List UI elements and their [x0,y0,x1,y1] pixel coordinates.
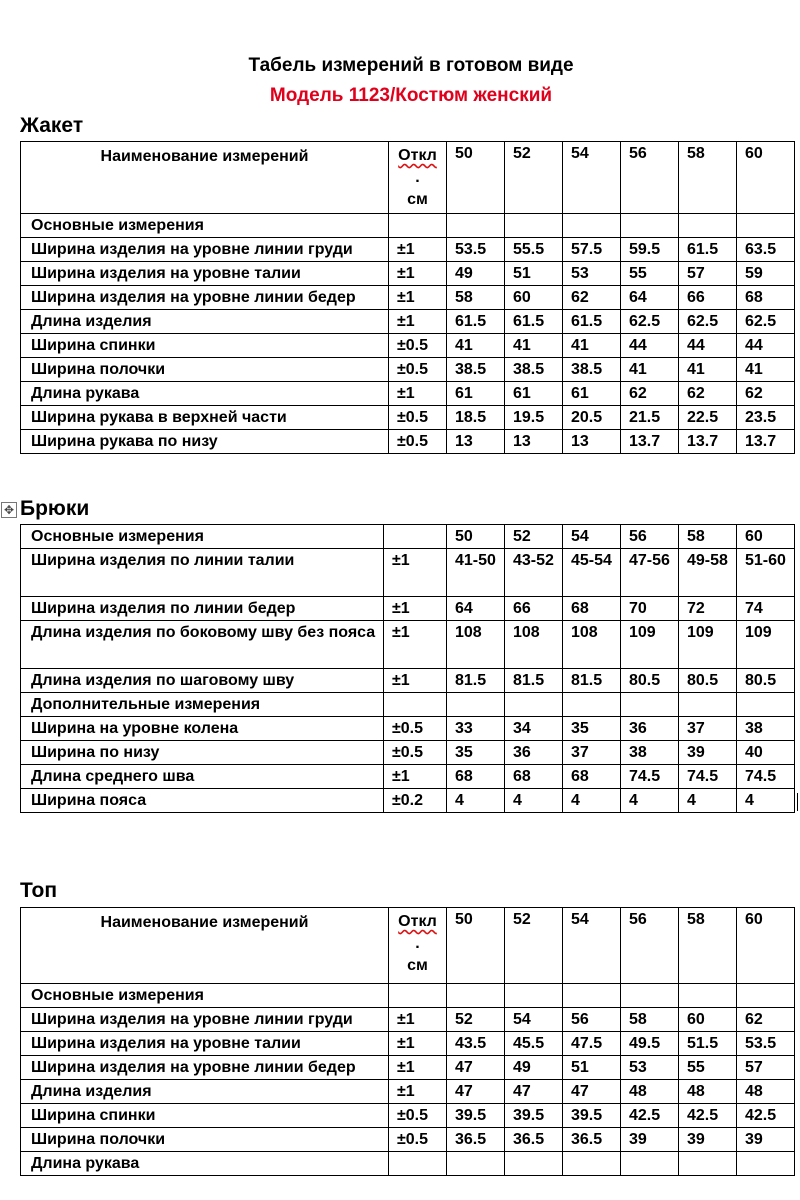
size-value: 52 [447,1008,505,1032]
table-row [21,430,795,454]
size-value: 44 [621,334,679,358]
size-value: 33 [447,717,505,741]
size-value: 41 [621,358,679,382]
table-row [21,597,795,621]
size-value: 23.5 [737,406,795,430]
size-value: 61.5 [679,238,737,262]
size-value: 54 [505,1008,563,1032]
measurement-name: Длина изделия [21,310,389,334]
measurement-name: Ширина изделия на уровне талии [21,262,389,286]
size-value: 51 [563,1056,621,1080]
size-value: 61 [447,382,505,406]
tolerance-value: ±0.5 [384,741,447,765]
size-value: 39.5 [447,1104,505,1128]
measurement-name: Ширина пояса [21,789,384,813]
size-value [737,1152,795,1176]
size-value: 58 [621,1008,679,1032]
size-value: 53 [563,262,621,286]
model-title: Модель 1123/Костюм женский [269,85,553,106]
tolerance-value: ±0.5 [389,406,447,430]
size-value: 39 [679,741,737,765]
table-row [21,262,795,286]
size-value: 4 [563,789,621,813]
table-row [21,765,795,789]
size-value: 49.5 [621,1032,679,1056]
size-value: 39 [679,1128,737,1152]
section-label: Основные измерения [21,525,384,549]
tolerance-header: Откл . см [389,142,447,214]
measurement-name: Длина рукава [21,1152,389,1176]
tolerance-value: ±1 [384,597,447,621]
size-value: 42.5 [679,1104,737,1128]
size-value: 108 [505,621,563,669]
size-value: 4 [679,789,737,813]
table-move-handle-icon[interactable]: ✥ [1,502,17,518]
size-value: 4 [737,789,795,813]
size-value: 35 [447,741,505,765]
size-value: 48 [737,1080,795,1104]
size-value: 55 [679,1056,737,1080]
size-value: 68 [737,286,795,310]
section-label-row [21,214,795,238]
measurement-name: Ширина на уровне колена [21,717,384,741]
size-value: 56 [563,1008,621,1032]
table-row [21,1128,795,1152]
size-header: 52 [505,142,563,214]
table-row [21,1056,795,1080]
size-header: 50 [447,525,505,549]
size-value: 41 [679,358,737,382]
size-header: 54 [563,142,621,214]
tolerance-value: ±0.5 [389,430,447,454]
size-header: 50 [447,908,505,984]
tolerance-value: ±1 [389,1056,447,1080]
table-row [21,406,795,430]
table-row [21,238,795,262]
document-title: Табель измерений в готовом виде [248,55,574,76]
size-value: 57 [737,1056,795,1080]
measurement-name: Длина изделия по боковому шву без пояса [21,621,384,669]
tolerance-value: ±1 [389,286,447,310]
tolerance-value: ±0.5 [389,1128,447,1152]
table-row [21,358,795,382]
size-value: 81.5 [447,669,505,693]
size-value: 36 [505,741,563,765]
size-value: 62.5 [737,310,795,334]
size-value [563,1152,621,1176]
size-value: 13 [447,430,505,454]
size-value: 39 [737,1128,795,1152]
top-table [20,907,795,1176]
size-header: 50 [447,142,505,214]
table-row [21,1152,795,1176]
size-value: 20.5 [563,406,621,430]
table-row [21,549,795,597]
size-value: 35 [563,717,621,741]
size-value: 48 [621,1080,679,1104]
size-value: 60 [679,1008,737,1032]
size-value: 81.5 [505,669,563,693]
measurement-name: Ширина полочки [21,358,389,382]
size-value: 47.5 [563,1032,621,1056]
size-value: 37 [679,717,737,741]
tolerance-value: ±1 [384,549,447,597]
table-row [21,741,795,765]
measurement-name: Ширина изделия на уровне линии бедер [21,286,389,310]
size-value: 49 [505,1056,563,1080]
size-value: 59 [737,262,795,286]
size-value: 70 [621,597,679,621]
size-value: 108 [447,621,505,669]
size-value: 68 [447,765,505,789]
size-value: 74 [737,597,795,621]
section-label: Основные измерения [21,984,389,1008]
size-value: 18.5 [447,406,505,430]
tolerance-value: ±1 [389,262,447,286]
measurement-name: Ширина полочки [21,1128,389,1152]
table-row [21,1080,795,1104]
size-value: 47 [505,1080,563,1104]
size-value: 64 [447,597,505,621]
size-value: 13.7 [621,430,679,454]
tolerance-header: Откл . см [389,908,447,984]
size-value: 48 [679,1080,737,1104]
size-value: 42.5 [737,1104,795,1128]
size-value: 80.5 [737,669,795,693]
size-value: 38.5 [447,358,505,382]
measurement-name: Ширина по низу [21,741,384,765]
size-value: 36.5 [447,1128,505,1152]
size-value: 61.5 [447,310,505,334]
table-row [21,286,795,310]
measurement-name: Ширина рукава в верхней части [21,406,389,430]
measurement-name: Длина изделия [21,1080,389,1104]
size-header: 60 [737,525,795,549]
tolerance-value: ±1 [389,1008,447,1032]
size-value: 58 [447,286,505,310]
measurement-name: Длина изделия по шаговому шву [21,669,384,693]
size-value: 59.5 [621,238,679,262]
size-value: 53.5 [447,238,505,262]
tolerance-value: ±1 [389,310,447,334]
measurement-name: Ширина изделия по линии талии [21,549,384,597]
tolerance-value: ±1 [389,238,447,262]
section-label: Основные измерения [21,214,389,238]
size-value: 64 [621,286,679,310]
size-value: 47 [447,1080,505,1104]
size-value: 13.7 [737,430,795,454]
table-row [21,1008,795,1032]
size-value: 80.5 [621,669,679,693]
size-header: 52 [505,525,563,549]
size-value: 47-56 [621,549,679,597]
size-value: 49-58 [679,549,737,597]
size-value: 45.5 [505,1032,563,1056]
size-value: 38 [737,717,795,741]
size-value [679,1152,737,1176]
section-label-row [21,693,795,717]
measurement-name: Ширина спинки [21,334,389,358]
size-value: 61 [505,382,563,406]
tolerance-value: ±0.5 [389,1104,447,1128]
size-value: 43.5 [447,1032,505,1056]
size-value: 34 [505,717,563,741]
size-value: 47 [563,1080,621,1104]
tolerance-value: ±1 [389,1080,447,1104]
size-value: 13 [505,430,563,454]
tolerance-value: ±1 [384,765,447,789]
trousers-table [20,524,795,813]
size-value: 62.5 [621,310,679,334]
size-value: 55.5 [505,238,563,262]
measurement-name: Ширина спинки [21,1104,389,1128]
size-value: 61.5 [563,310,621,334]
size-value: 66 [505,597,563,621]
measurement-name: Ширина изделия на уровне талии [21,1032,389,1056]
table-row [21,310,795,334]
measurement-name: Длина рукава [21,382,389,406]
size-value [621,1152,679,1176]
size-value: 55 [621,262,679,286]
size-header: 58 [679,525,737,549]
size-header: 56 [621,908,679,984]
size-header: 52 [505,908,563,984]
size-header: 60 [737,142,795,214]
size-header: 58 [679,908,737,984]
size-value: 44 [679,334,737,358]
text-cursor [797,793,798,811]
size-value: 68 [563,597,621,621]
size-value: 41 [447,334,505,358]
size-value: 66 [679,286,737,310]
jacket-section-title: Жакет [20,114,84,137]
table-row [21,669,795,693]
size-value: 62 [737,1008,795,1032]
size-value: 45-54 [563,549,621,597]
size-value: 62 [737,382,795,406]
size-value: 60 [505,286,563,310]
tolerance-value: ±1 [384,669,447,693]
size-value: 36.5 [563,1128,621,1152]
size-value: 44 [737,334,795,358]
trousers-header-row [21,525,795,549]
measurement-name: Ширина изделия на уровне линии груди [21,1008,389,1032]
size-value: 49 [447,262,505,286]
size-value: 61.5 [505,310,563,334]
size-value: 39.5 [505,1104,563,1128]
size-value: 51.5 [679,1032,737,1056]
size-value: 68 [505,765,563,789]
size-value: 41 [505,334,563,358]
size-value: 13.7 [679,430,737,454]
jacket-header-row [21,142,795,214]
top-header-row [21,908,795,984]
measurement-name: Длина среднего шва [21,765,384,789]
size-value: 41-50 [447,549,505,597]
size-value: 63.5 [737,238,795,262]
size-value: 74.5 [679,765,737,789]
size-value: 80.5 [679,669,737,693]
size-value: 4 [447,789,505,813]
measurement-name: Ширина изделия на уровне линии груди [21,238,389,262]
size-value: 39.5 [563,1104,621,1128]
table-row [21,1032,795,1056]
trousers-section-title: Брюки [20,497,90,520]
size-value: 41 [563,334,621,358]
size-value: 57.5 [563,238,621,262]
size-value: 39 [621,1128,679,1152]
size-value: 22.5 [679,406,737,430]
name-header: Наименование измерений [21,142,389,214]
tolerance-value: ±1 [389,382,447,406]
size-header: 56 [621,142,679,214]
size-value: 38.5 [563,358,621,382]
size-value: 4 [505,789,563,813]
size-value: 13 [563,430,621,454]
size-header: 58 [679,142,737,214]
size-value: 72 [679,597,737,621]
size-value: 42.5 [621,1104,679,1128]
table-row [21,789,795,813]
size-value: 62 [621,382,679,406]
size-value: 109 [621,621,679,669]
size-value: 41 [737,358,795,382]
size-value: 53.5 [737,1032,795,1056]
size-header: 56 [621,525,679,549]
size-value: 40 [737,741,795,765]
tolerance-value: ±0.2 [384,789,447,813]
table-row [21,1104,795,1128]
size-value: 108 [563,621,621,669]
size-header: 60 [737,908,795,984]
size-value: 109 [737,621,795,669]
tolerance-value: ±1 [384,621,447,669]
size-value: 68 [563,765,621,789]
size-value: 62 [679,382,737,406]
size-value: 74.5 [621,765,679,789]
size-value [505,1152,563,1176]
size-value: 62.5 [679,310,737,334]
size-value: 19.5 [505,406,563,430]
size-value: 36.5 [505,1128,563,1152]
size-value: 47 [447,1056,505,1080]
size-value: 74.5 [737,765,795,789]
size-value [447,1152,505,1176]
size-value: 4 [621,789,679,813]
table-row [21,717,795,741]
size-value: 81.5 [563,669,621,693]
size-value: 21.5 [621,406,679,430]
size-value: 109 [679,621,737,669]
top-section-title: Топ [20,879,58,902]
measurement-name: Ширина изделия по линии бедер [21,597,384,621]
size-value: 38.5 [505,358,563,382]
tolerance-value: ±0.5 [389,358,447,382]
table-row [21,382,795,406]
tolerance-value: ±1 [389,1032,447,1056]
size-value: 57 [679,262,737,286]
size-header: 54 [563,908,621,984]
size-value: 43-52 [505,549,563,597]
name-header: Наименование измерений [21,908,389,984]
section-label: Дополнительные измерения [21,693,384,717]
size-value: 62 [563,286,621,310]
size-value: 36 [621,717,679,741]
size-value: 53 [621,1056,679,1080]
tolerance-value [389,1152,447,1176]
jacket-table [20,141,795,454]
table-row [21,621,795,669]
measurement-name: Ширина изделия на уровне линии бедер [21,1056,389,1080]
size-value: 38 [621,741,679,765]
measurement-name: Ширина рукава по низу [21,430,389,454]
section-label-row [21,984,795,1008]
tolerance-value: ±0.5 [389,334,447,358]
size-value: 61 [563,382,621,406]
table-row [21,334,795,358]
size-value: 37 [563,741,621,765]
size-value: 51 [505,262,563,286]
size-header: 54 [563,525,621,549]
size-value: 51-60 [737,549,795,597]
tolerance-value: ±0.5 [384,717,447,741]
